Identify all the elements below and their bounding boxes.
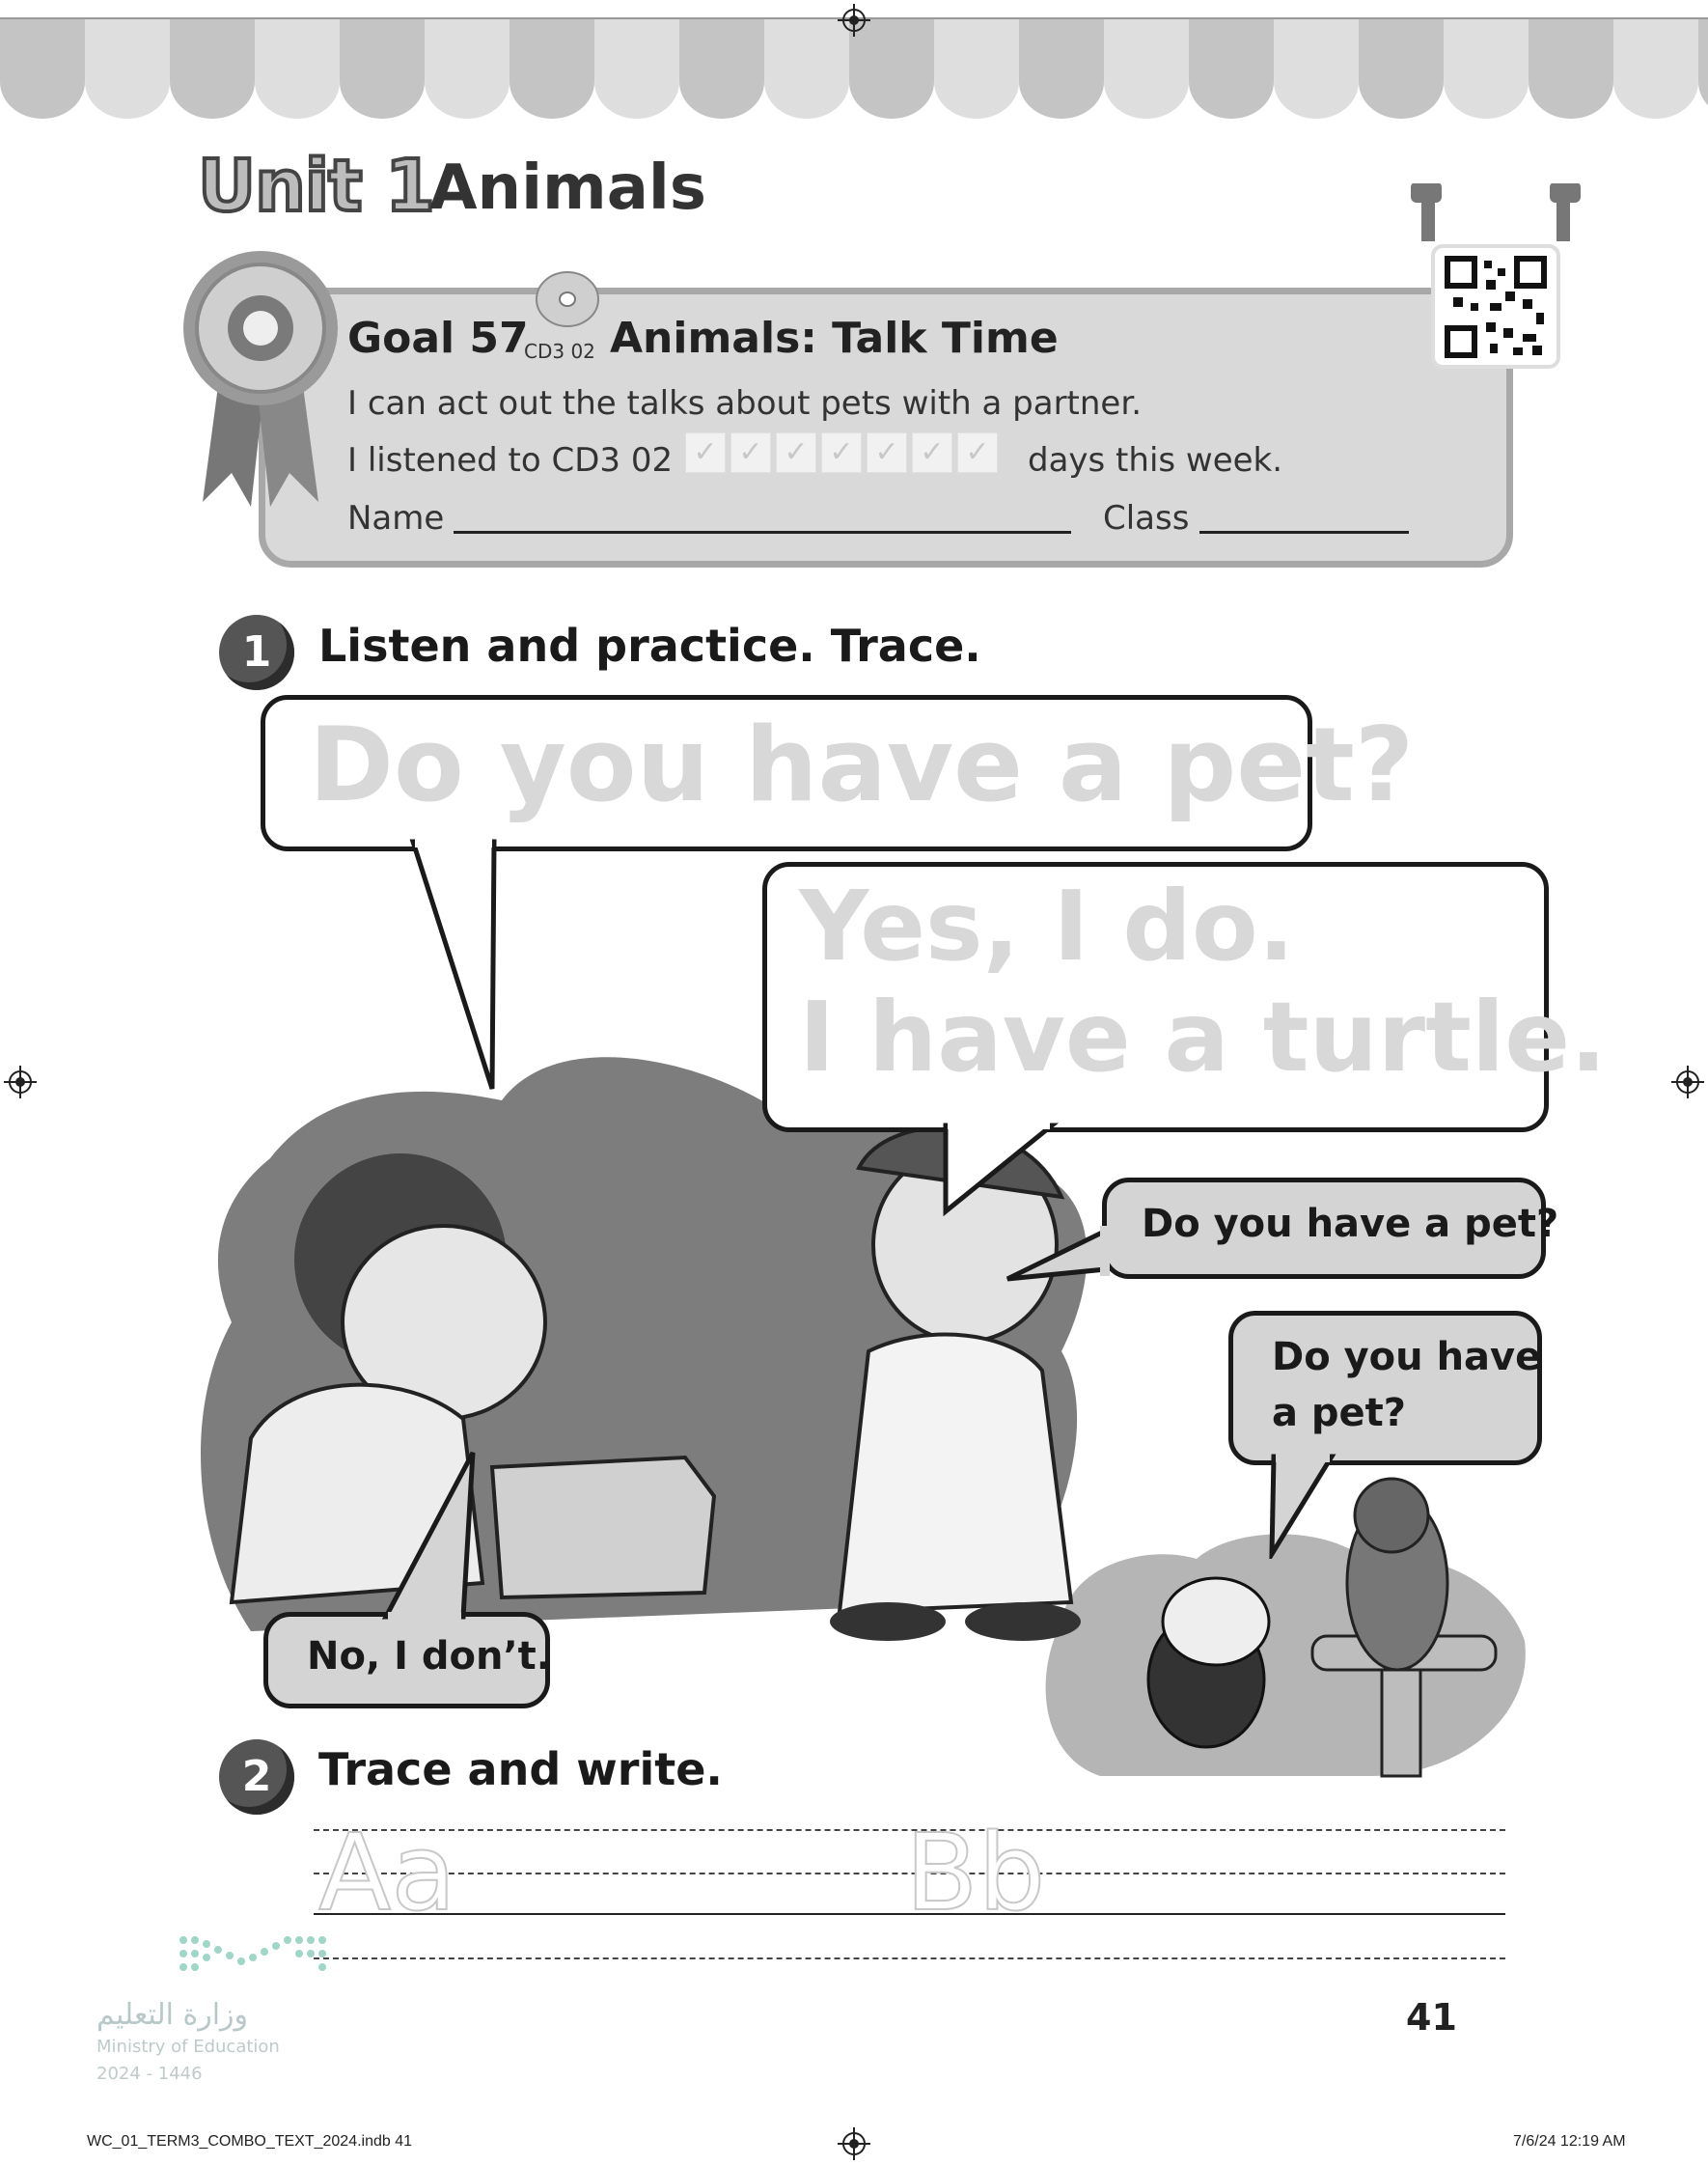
trace-letters-aa: Aa [318, 1811, 456, 1934]
awning-scallop [934, 19, 1019, 119]
goal-subtitle: Animals: Talk Time [610, 314, 1059, 363]
unit-badge: Unit 1 [198, 145, 434, 228]
speech-bubble-tail [1264, 1453, 1341, 1559]
trace-sentence-2a: Yes, I do. [799, 870, 1295, 983]
speech-bubble-tail [405, 838, 502, 1098]
awning-scallop [255, 19, 340, 119]
awning-scallop [1529, 19, 1613, 119]
trace-sentence-2b: I have a turtle. [799, 981, 1608, 1094]
trace-letters-bb: Bb [905, 1811, 1046, 1934]
exercise-number-1: 1 [219, 615, 294, 690]
ministry-logo-icon [174, 1930, 347, 1988]
awning-scallop [1359, 19, 1444, 119]
registration-mark-icon [838, 4, 870, 37]
page-number: 41 [1406, 1996, 1457, 2039]
awning-scallop [0, 19, 85, 119]
writing-line-bottom [314, 1957, 1505, 1959]
goal-statement: I can act out the talks about pets with a partner. [347, 384, 1143, 423]
awning-scallop [510, 19, 594, 119]
speech-bubble-tail [367, 1448, 482, 1622]
speech-bubble-tail [936, 1120, 1061, 1216]
class-field[interactable] [1199, 531, 1409, 534]
cd-icon [529, 261, 606, 338]
awning-scallop [764, 19, 849, 119]
registration-mark-icon [838, 2127, 870, 2160]
exercise-2-instruction: Trace and write. [318, 1743, 723, 1795]
awning-scallop [1444, 19, 1529, 119]
listen-check-box[interactable]: ✓ [957, 432, 998, 473]
awning-scallop [1189, 19, 1274, 119]
exercise-number-2: 2 [219, 1739, 294, 1815]
listen-check-box[interactable]: ✓ [821, 432, 862, 473]
trace-sentence-1: Do you have a pet? [309, 706, 1415, 824]
awning-scallop [170, 19, 255, 119]
name-field[interactable] [454, 531, 1071, 534]
exercise-1-instruction: Listen and practice. Trace. [318, 620, 981, 672]
awning-scallop [425, 19, 510, 119]
awning-scallop [1613, 19, 1698, 119]
listen-check-box[interactable]: ✓ [730, 432, 771, 473]
name-label: Name [347, 499, 445, 538]
cd-code-label: CD3 02 [524, 340, 595, 363]
qr-code-icon [1409, 183, 1583, 376]
cat-question-line1: Do you have [1272, 1335, 1542, 1379]
speech-bubble-tail [1004, 1226, 1110, 1284]
cat-question-line2: a pet? [1272, 1391, 1407, 1435]
answer-text: No, I don’t. [307, 1634, 551, 1679]
boy-question-text: Do you have a pet? [1142, 1202, 1559, 1246]
listen-check-box[interactable]: ✓ [912, 432, 952, 473]
awning-scallop [1104, 19, 1189, 119]
awning-scallop [1019, 19, 1104, 119]
listen-suffix: days this week. [1028, 441, 1283, 480]
awning-scallop [1698, 19, 1708, 119]
listen-check-box[interactable]: ✓ [867, 432, 907, 473]
awning-scallop [679, 19, 764, 119]
goal-title: Goal 57 [347, 314, 529, 363]
unit-title: Animals [429, 153, 706, 224]
awning-scallop [340, 19, 425, 119]
listen-check-box[interactable]: ✓ [776, 432, 816, 473]
rosette-badge-icon [174, 241, 347, 512]
print-slug-file: WC_01_TERM3_COMBO_TEXT_2024.indb 41 [87, 2133, 413, 2150]
edition-year: 2024 - 1446 [96, 2064, 203, 2084]
class-label: Class [1103, 499, 1190, 538]
ministry-name-english: Ministry of Education [96, 2037, 280, 2057]
awning-scallop [594, 19, 679, 119]
listen-prefix: I listened to CD3 02 [347, 441, 674, 480]
print-slug-date: 7/6/24 12:19 AM [1513, 2133, 1626, 2150]
listen-check-box[interactable]: ✓ [685, 432, 726, 473]
registration-mark-icon [4, 1066, 37, 1098]
awning-scallop [1274, 19, 1359, 119]
ministry-name-arabic: وزارة التعليم [96, 1998, 249, 2032]
awning-scallop [85, 19, 170, 119]
registration-mark-icon [1671, 1066, 1704, 1098]
